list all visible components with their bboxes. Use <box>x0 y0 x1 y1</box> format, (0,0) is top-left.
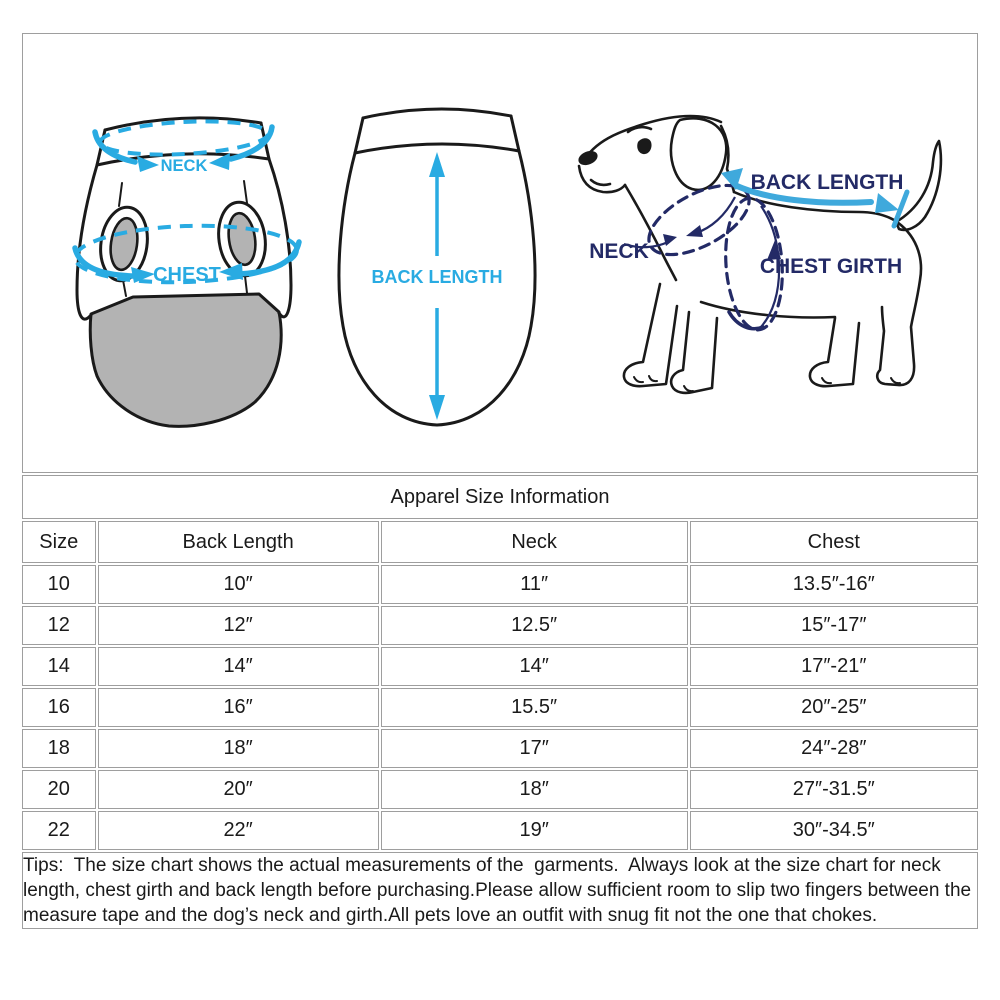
back-garment-collar-bottom <box>355 144 519 153</box>
section-title: Apparel Size Information <box>22 475 978 519</box>
tips-row <box>22 852 978 929</box>
dog-rump-far-hind-leg <box>877 220 921 385</box>
table-row <box>22 647 978 686</box>
neck-arrowhead-left <box>137 156 159 172</box>
chest-cell: 30″-34.5″ <box>690 811 978 850</box>
tips-cell <box>22 852 978 929</box>
neck-cell: 11″ <box>381 565 688 604</box>
neck-cell: 12.5″ <box>381 606 688 645</box>
back-length-cell: 14″ <box>98 647 379 686</box>
table-header-row <box>22 521 978 563</box>
front-chest-label: CHEST <box>153 264 221 286</box>
chest-cell: 15″-17″ <box>690 606 978 645</box>
neck-cell: 18″ <box>381 770 688 809</box>
header-back-length: Back Length <box>98 521 379 563</box>
back-length-arrowhead-top <box>429 152 445 177</box>
dog-illustration <box>576 116 941 393</box>
front-garment-illustration <box>74 118 299 427</box>
neck-measure-arc-left <box>95 132 135 162</box>
chest-cell: 20″-25″ <box>690 688 978 727</box>
back-length-cell: 18″ <box>98 729 379 768</box>
dog-back-length-arrowhead-right <box>875 193 899 213</box>
diagram-cell <box>22 33 978 473</box>
size-chart-table <box>20 31 980 931</box>
front-neck-label: NECK <box>160 157 208 175</box>
size-cell: 12 <box>22 606 96 645</box>
dog-nose <box>576 148 599 168</box>
back-garment-collar-top <box>363 109 511 118</box>
header-size: Size <box>22 521 96 563</box>
diagram-row <box>22 33 978 473</box>
back-garment-illustration <box>339 109 535 425</box>
dog-near-hind-leg <box>810 318 859 386</box>
dog-back-length-label: BACK LENGTH <box>750 171 904 194</box>
size-cell: 20 <box>22 770 96 809</box>
size-cell: 10 <box>22 565 96 604</box>
dog-jaw <box>579 166 625 192</box>
neck-cell: 19″ <box>381 811 688 850</box>
back-garment-back-length-label: BACK LENGTH <box>371 267 503 287</box>
neck-cell: 14″ <box>381 647 688 686</box>
back-length-arrowhead-bottom <box>429 395 445 420</box>
dog-eye <box>637 138 651 154</box>
size-cell: 16 <box>22 688 96 727</box>
chest-cell: 13.5″-16″ <box>690 565 978 604</box>
chest-cell: 17″-21″ <box>690 647 978 686</box>
measurement-diagram <box>23 34 977 472</box>
garment-right-side <box>261 123 291 317</box>
table-row <box>22 811 978 850</box>
table-row <box>22 729 978 768</box>
size-cell: 14 <box>22 647 96 686</box>
table-row <box>22 688 978 727</box>
garment-belly-panel <box>90 294 281 426</box>
dog-neck-arrowhead-1 <box>686 225 703 237</box>
neck-cell: 15.5″ <box>381 688 688 727</box>
neck-cell: 17″ <box>381 729 688 768</box>
table-row <box>22 606 978 645</box>
back-length-cell: 12″ <box>98 606 379 645</box>
dog-neck-label: NECK <box>589 240 649 263</box>
dog-chest-girth-label: CHEST GIRTH <box>759 255 903 278</box>
chest-cell: 27″-31.5″ <box>690 770 978 809</box>
table-row <box>22 565 978 604</box>
back-length-cell: 22″ <box>98 811 379 850</box>
back-length-cell: 10″ <box>98 565 379 604</box>
back-length-cell: 16″ <box>98 688 379 727</box>
header-neck: Neck <box>381 521 688 563</box>
section-title-row <box>22 475 978 519</box>
dog-front-far-leg <box>671 312 717 393</box>
table-row <box>22 770 978 809</box>
back-length-cell: 20″ <box>98 770 379 809</box>
tips-text: Tips: The size chart shows the actual measurements of the garments. Always look at the size chart for neck length, chest girth and back length before purchasing.Please allow sufficient room to slip two fingers between the measure tape and the dog’s neck and girth.All pets love an outfit with snug fit not the one that chokes. <box>23 855 977 926</box>
size-cell: 22 <box>22 811 96 850</box>
header-chest: Chest <box>690 521 978 563</box>
size-cell: 18 <box>22 729 96 768</box>
chest-cell: 24″-28″ <box>690 729 978 768</box>
garment-left-side <box>77 130 105 319</box>
dog-ear <box>671 118 726 190</box>
dog-mouth <box>591 180 610 185</box>
dog-front-near-leg <box>624 284 677 386</box>
